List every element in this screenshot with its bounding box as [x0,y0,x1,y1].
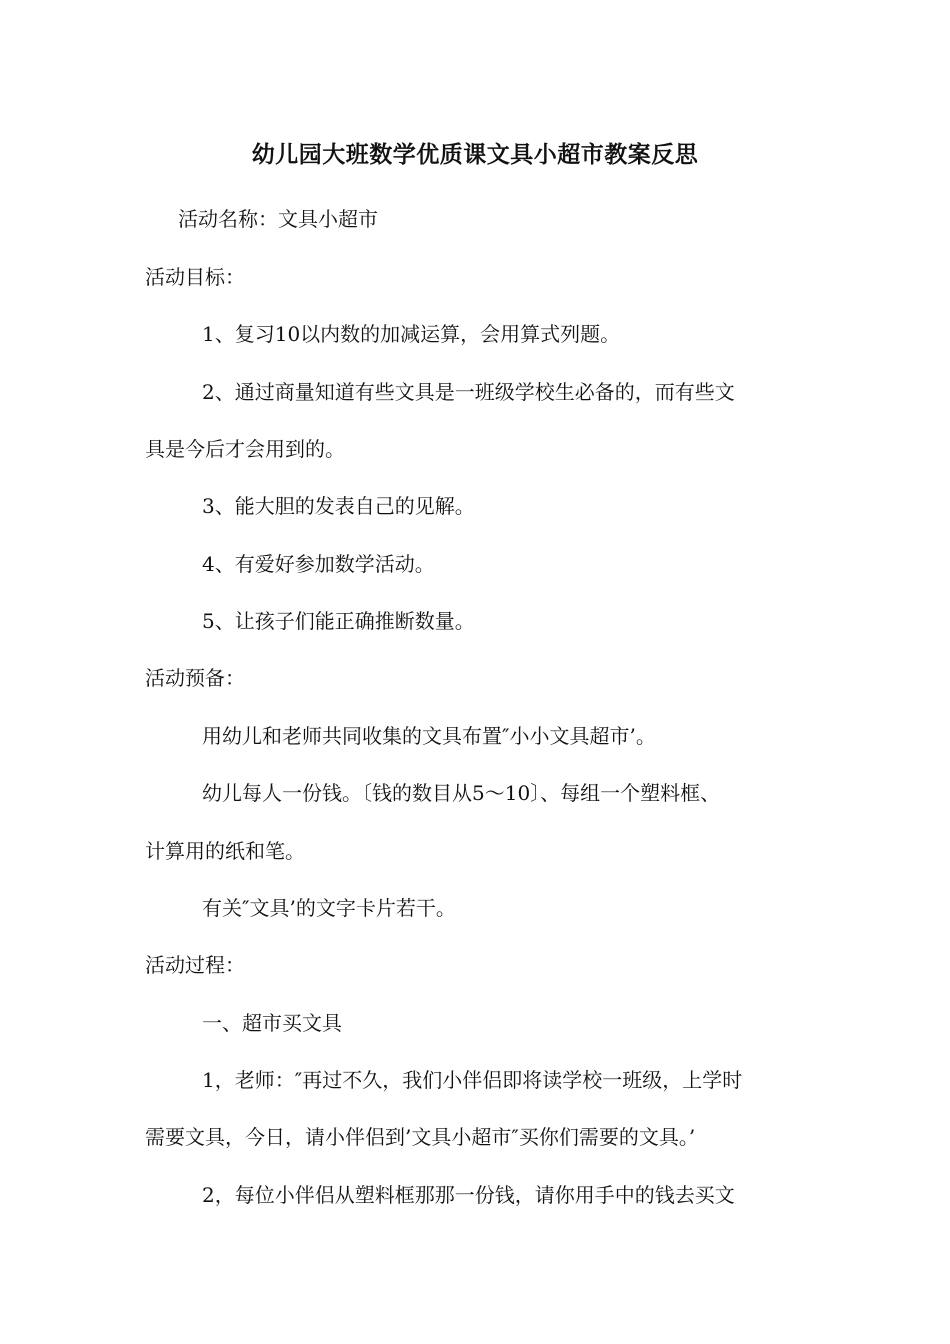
section-heading-goals: 活动目标： [145,265,245,289]
goal-item-4: 4、有爱好参加数学活动。 [202,552,435,576]
preparation-item-2: 幼儿每人一份钱。〔钱的数目从5～10〕、每组一个塑料框、 [202,781,721,805]
section-heading-process: 活动过程： [145,953,245,977]
process-step-1: 1，老师：″再过不久，我们小伴侣即将读学校一班级，上学时 [202,1068,743,1092]
goal-item-2: 2、通过商量知道有些文具是一班级学校生必备的，而有些文 [202,380,735,404]
preparation-item-1: 用幼儿和老师共同收集的文具布置″小小文具超市’。 [202,724,656,748]
preparation-item-2-continued: 计算用的纸和笔。 [145,839,305,863]
process-subheading-1: 一、超市买文具 [202,1011,342,1035]
preparation-item-3: 有关″文具’的文字卡片若干。 [202,896,456,920]
goal-item-2-continued: 具是今后才会用到的。 [145,437,345,461]
process-step-2: 2，每位小伴侣从塑料框那那一份钱，请你用手中的钱去买文 [202,1183,735,1207]
process-step-1-continued: 需要文具，今日，请小伴侣到’文具小超市″买你们需要的文具。’ [145,1125,696,1149]
document-title: 幼儿园大班数学优质课文具小超市教案反思 [251,141,699,168]
goal-item-5: 5、让孩子们能正确推断数量。 [202,609,475,633]
goal-item-3: 3、能大胆的发表自己的见解。 [202,494,475,518]
goal-item-1: 1、复习10以内数的加减运算，会用算式列题。 [202,322,621,346]
section-heading-preparation: 活动预备： [145,666,245,690]
activity-name-line: 活动名称：文具小超市 [178,207,378,231]
